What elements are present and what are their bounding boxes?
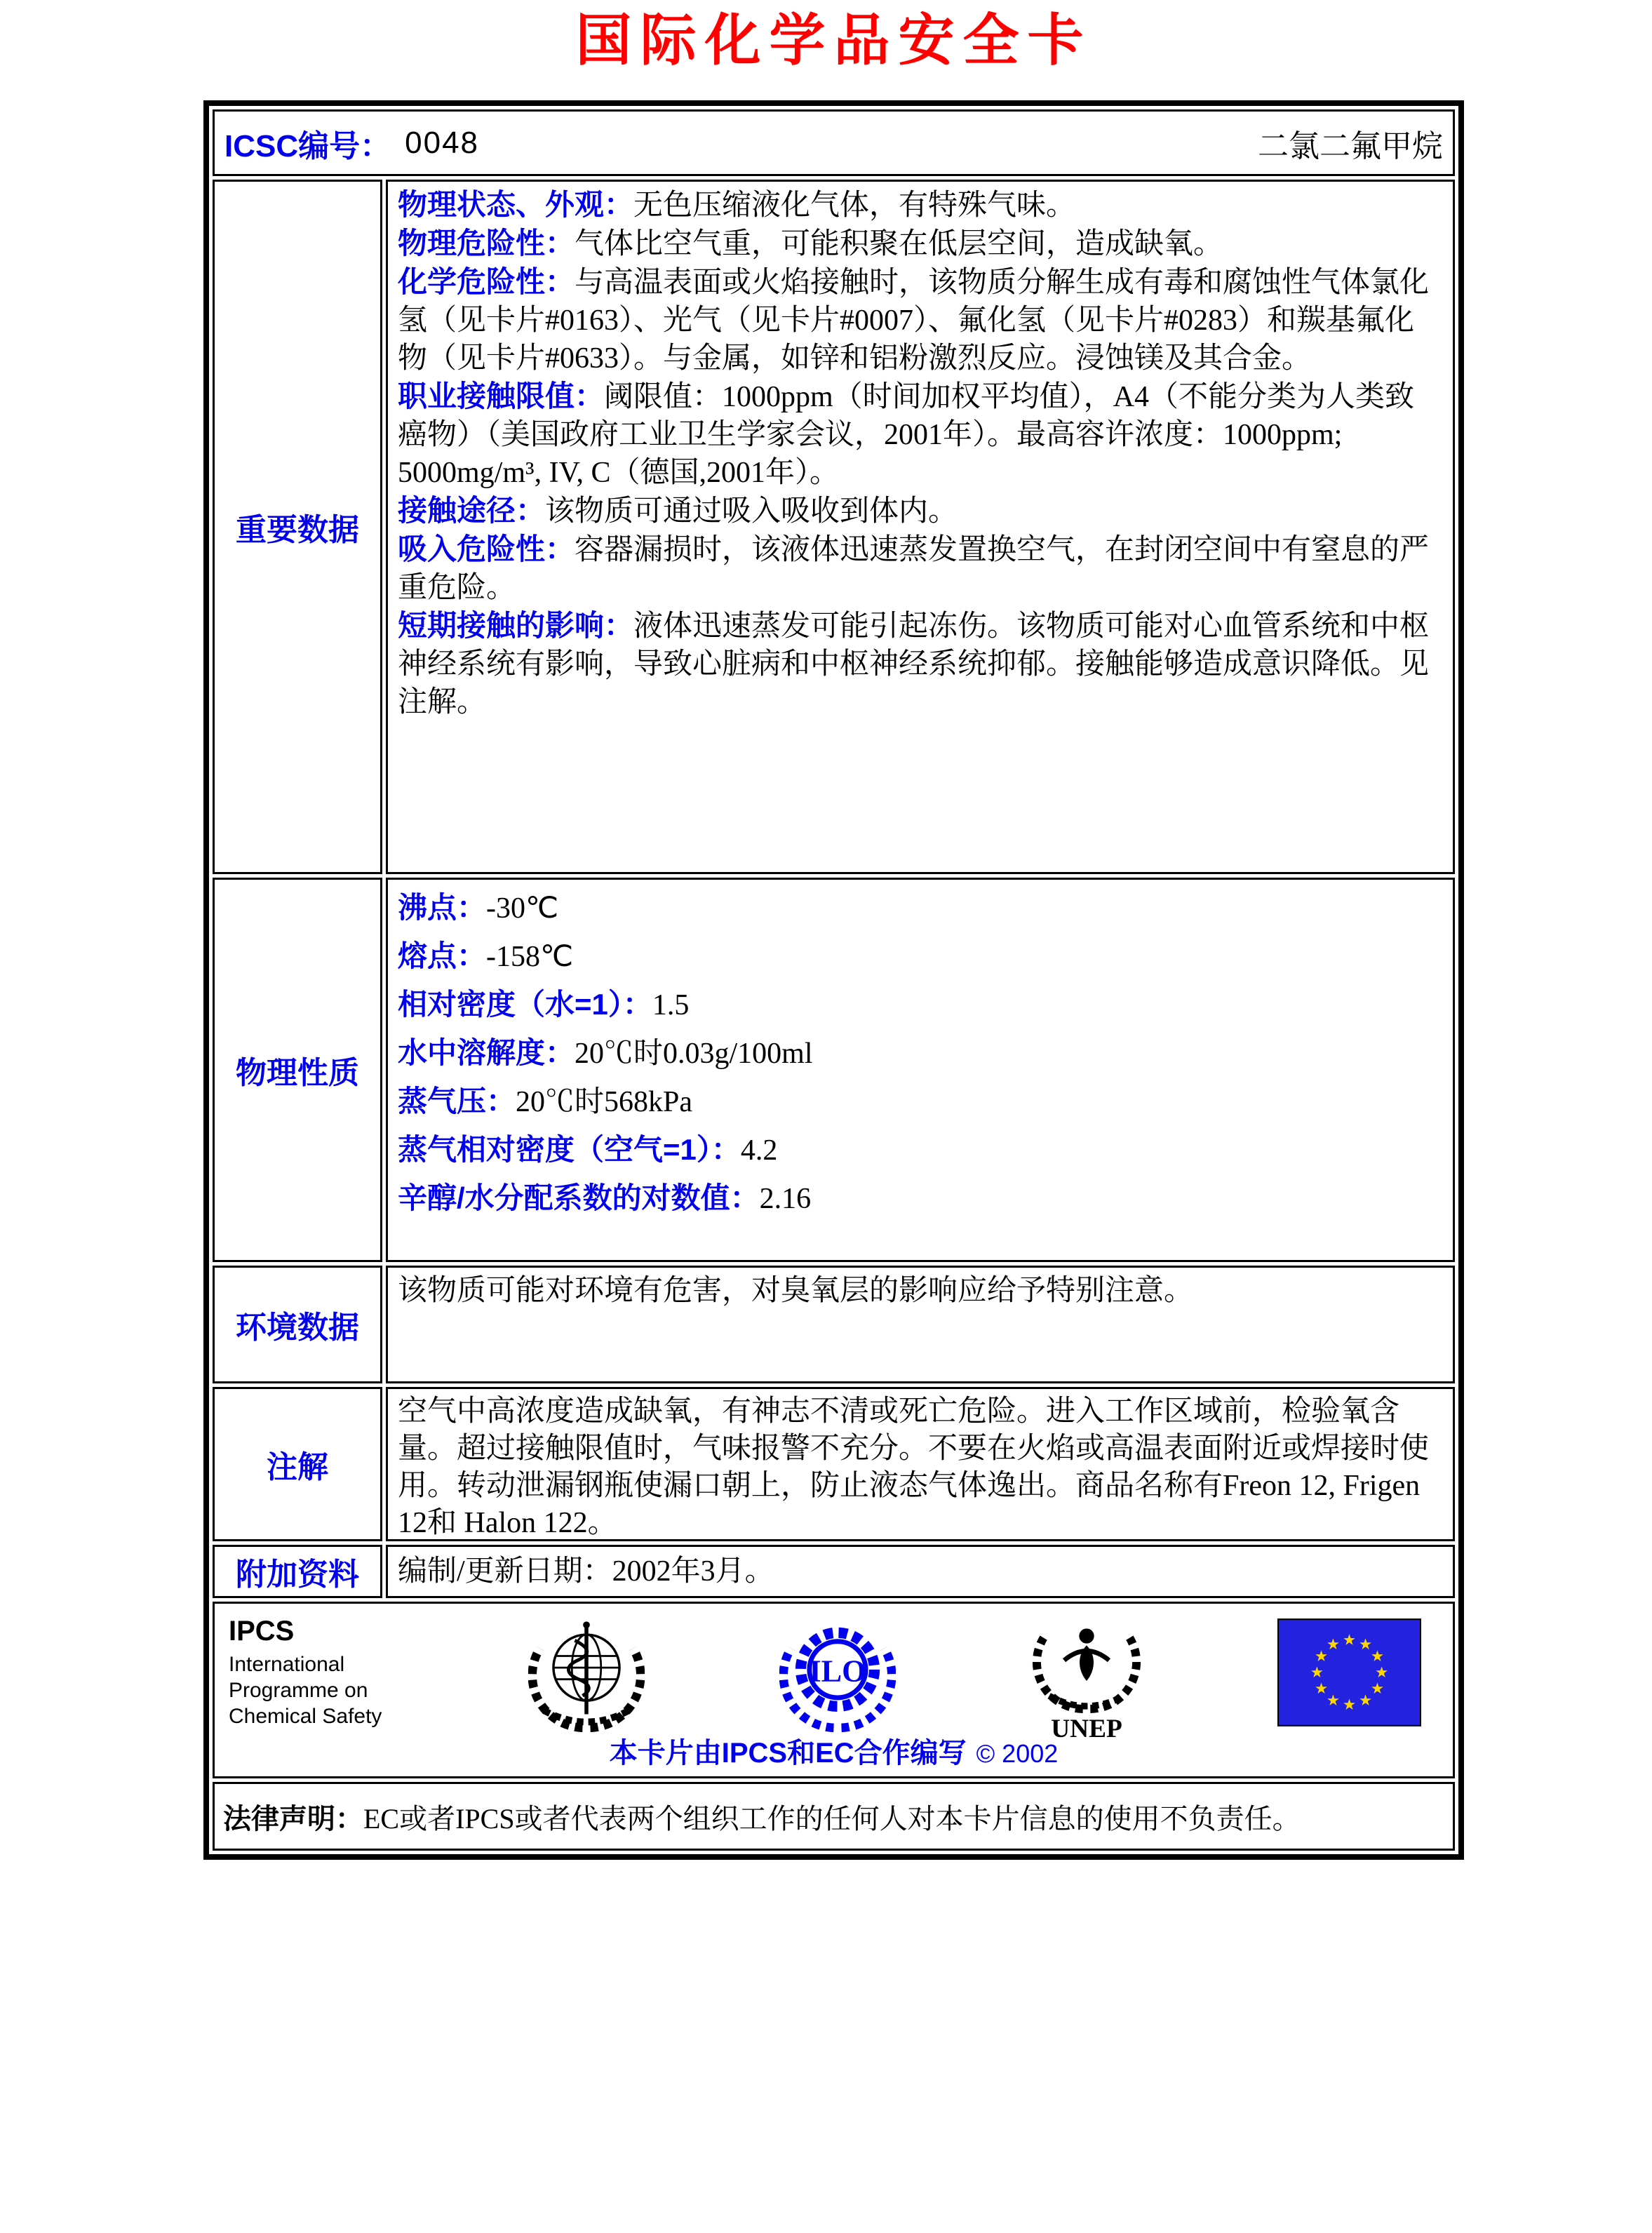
data-line xyxy=(398,607,1443,721)
legal-row xyxy=(213,1782,1455,1851)
copyright-text: © 2002 xyxy=(976,1739,1059,1768)
field-label: 物理危险性： xyxy=(398,227,575,260)
property-line xyxy=(398,1174,1443,1223)
data-line: 空气中高浓度造成缺氧，有神志不清或死亡危险。进入工作区域前，检验氧含量。超过接触限值时，气味报警不充分。不要在火焰或高温表面附近或焊接时使用。转动泄漏钢瓶使漏口朝上，防止液态气体逸出。商品名称有Freon 12, Frigen 12和 Halon 122。 xyxy=(398,1395,1430,1539)
section-label-physical-properties xyxy=(213,878,382,1262)
field-value: 阈限值：1000ppm（时间加权平均值），A4（不能分类为人类致癌物）（美国政府工业卫生学家会议，2001年）。最高容许浓度：1000ppm; 5000mg/m³, IV, C（德国,2001年）。 xyxy=(398,381,1415,489)
field-label: 接触途径： xyxy=(398,494,546,527)
section-label-text: 注解 xyxy=(267,1450,328,1484)
property-line xyxy=(398,1029,1443,1078)
property-line xyxy=(398,932,1443,981)
cooperation-caption xyxy=(215,1731,1453,1771)
field-value: 与高温表面或火焰接触时，该物质分解生成有毒和腐蚀性气体氯化氢（见卡片#0163）、光气（见卡片#0007）、氟化氢（见卡片#0283）和羰基氟化物（见卡片#0633）。与金属，如锌和铝粉激烈反应。浸蚀镁及其合金。 xyxy=(398,267,1430,375)
icsc-number-label: ICSC编号： xyxy=(224,128,391,163)
logos-box xyxy=(213,1602,1455,1778)
property-line xyxy=(398,884,1443,932)
property-line xyxy=(398,1078,1443,1126)
field-label: 相对密度（水=1）： xyxy=(398,988,652,1021)
ilo-icon xyxy=(779,1609,896,1736)
field-label: 职业接触限值： xyxy=(398,380,605,413)
field-label: 蒸气相对密度（空气=1）： xyxy=(398,1133,741,1166)
header-box xyxy=(213,109,1455,176)
field-label: 沸点： xyxy=(398,891,487,924)
field-label: 水中溶解度： xyxy=(398,1036,575,1069)
field-label: 吸入危险性： xyxy=(398,532,575,565)
field-value: -30℃ xyxy=(486,892,559,925)
legal-box xyxy=(213,1782,1455,1851)
field-label: 物理状态、外观： xyxy=(398,188,634,221)
section-additional-info xyxy=(213,1545,1455,1598)
field-value: 容器漏损时，该液体迅速蒸发置换空气，在封闭空间中有窒息的严重危险。 xyxy=(398,534,1430,604)
section-label-text: 附加资料 xyxy=(236,1557,359,1592)
field-value: 20℃时568kPa xyxy=(516,1086,693,1118)
svg-text:ILO: ILO xyxy=(809,1654,866,1689)
ipcs-title: IPCS xyxy=(229,1616,295,1647)
eu-flag-icon xyxy=(1277,1618,1421,1726)
section-content-physical-properties xyxy=(386,878,1455,1262)
field-label: 化学危险性： xyxy=(398,265,575,298)
section-label-additional-info xyxy=(213,1545,382,1598)
section-label-important-data xyxy=(213,180,382,874)
data-line xyxy=(398,530,1443,607)
field-label: 辛醇/水分配系数的对数值： xyxy=(398,1181,760,1214)
section-notes xyxy=(213,1387,1455,1541)
svg-text:UNEP: UNEP xyxy=(1051,1715,1122,1743)
section-label-environmental-data xyxy=(213,1266,382,1383)
icsc-number-field xyxy=(224,121,479,166)
caption-text: 本卡片由IPCS和EC合作编写 xyxy=(609,1738,967,1769)
header-row xyxy=(213,109,1455,176)
unep-icon xyxy=(1030,1602,1143,1743)
section-physical-properties xyxy=(213,878,1455,1262)
field-value: 4.2 xyxy=(740,1134,778,1167)
data-line xyxy=(398,263,1443,377)
property-line xyxy=(398,981,1443,1029)
property-line xyxy=(398,1126,1443,1174)
field-value: 气体比空气重，可能积聚在低层空间，造成缺氧。 xyxy=(575,228,1223,260)
field-value: 20℃时0.03g/100ml xyxy=(575,1038,813,1070)
field-label: 熔点： xyxy=(398,939,487,972)
ipcs-text-block xyxy=(229,1616,394,1729)
icsc-card xyxy=(203,100,1464,1860)
field-value: 2.16 xyxy=(759,1183,812,1215)
ipcs-subtitle-line: International xyxy=(229,1653,345,1676)
legal-text: EC或者IPCS或者代表两个组织工作的任何人对本卡片信息的使用不负责任。 xyxy=(363,1802,1301,1835)
data-line xyxy=(398,224,1443,263)
ipcs-subtitle-line: Programme on xyxy=(229,1679,368,1702)
section-content-environmental-data xyxy=(386,1266,1455,1383)
section-label-text: 重要数据 xyxy=(236,513,359,547)
section-content-notes xyxy=(386,1387,1455,1541)
data-line xyxy=(398,377,1443,492)
field-value: 无色压缩液化气体，有特殊气味。 xyxy=(633,189,1076,222)
field-value: -158℃ xyxy=(486,941,574,973)
field-label: 蒸气压： xyxy=(398,1085,516,1118)
data-line: 编制/更新日期：2002年3月。 xyxy=(398,1555,774,1588)
field-value: 液体迅速蒸发可能引起冻伤。该物质可能对心血管系统和中枢神经系统有影响，导致心脏病和中枢神经系统抑郁。接触能够造成意识降低。见注解。 xyxy=(398,610,1430,718)
section-important-data xyxy=(213,180,1455,874)
ipcs-subtitle-line: Chemical Safety xyxy=(229,1705,382,1728)
section-environmental-data xyxy=(213,1266,1455,1383)
data-line: 该物质可能对环境有危害，对臭氧层的影响应给予特别注意。 xyxy=(398,1275,1194,1307)
field-label: 短期接触的影响： xyxy=(398,609,634,642)
data-line xyxy=(398,186,1443,224)
field-value: 该物质可通过吸入吸收到体内。 xyxy=(545,495,958,528)
section-label-text: 环境数据 xyxy=(236,1310,359,1345)
logos-row xyxy=(213,1602,1455,1778)
legal-label: 法律声明： xyxy=(223,1803,363,1835)
who-icon xyxy=(528,1609,645,1736)
section-label-notes xyxy=(213,1387,382,1541)
section-content-important-data xyxy=(386,180,1455,874)
data-line xyxy=(398,492,1443,530)
chemical-name: 二氯二氟甲烷 xyxy=(1258,128,1443,163)
section-content-additional-info xyxy=(386,1545,1455,1598)
icsc-number-value: 0048 xyxy=(405,125,480,160)
field-value: 1.5 xyxy=(652,989,690,1021)
page-title: 国际化学品安全卡 xyxy=(575,9,1092,72)
section-label-text: 物理性质 xyxy=(236,1056,359,1090)
